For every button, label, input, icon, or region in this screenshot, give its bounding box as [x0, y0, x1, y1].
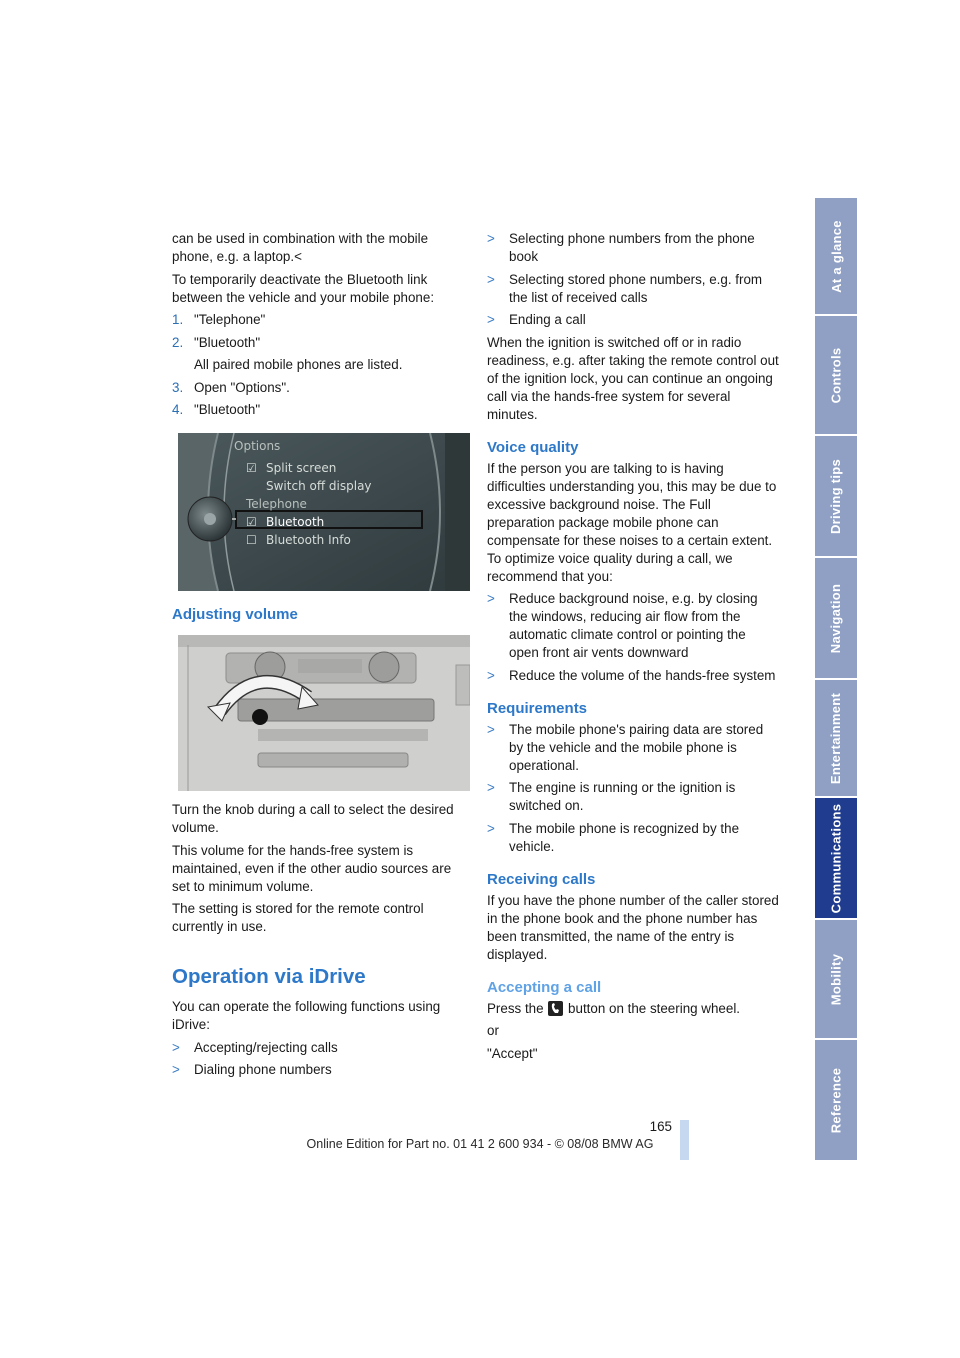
operation-intro: You can operate the following functions using iDrive: [172, 999, 441, 1032]
bullet-arrow-icon: > [487, 231, 495, 246]
bullet-arrow-icon: > [487, 780, 495, 795]
receiving-calls-heading: Receiving calls [487, 870, 596, 888]
bullet-arrow-icon: > [172, 1062, 180, 1077]
tab-at-a-glance[interactable]: At a glance [815, 198, 857, 314]
page-number: 165 [649, 1119, 672, 1134]
step-1: 1. "Telephone" [172, 312, 266, 327]
accept-menu-item: "Accept" [487, 1045, 538, 1061]
tab-communications[interactable]: Communications [815, 798, 857, 918]
tab-mobility[interactable]: Mobility [815, 920, 857, 1038]
list-item: > The mobile phone is recognized by the vehicle. [487, 820, 740, 854]
left-column [172, 230, 464, 1084]
list-item: > Ending a call [487, 312, 586, 327]
requirements-heading: Requirements [487, 699, 588, 717]
tab-controls[interactable]: Controls [815, 316, 857, 434]
options-item-telephone: Telephone [246, 497, 307, 511]
volume-paragraph-3: The setting is stored for the remote control currently in use. [172, 901, 424, 934]
idrive-options-screen-image [178, 433, 470, 591]
tab-driving-tips[interactable]: Driving tips [815, 436, 857, 556]
or-text: or [487, 1023, 499, 1038]
bullet-arrow-icon: > [487, 820, 495, 836]
options-item-bluetooth-info: Bluetooth Info [266, 533, 351, 547]
options-screen-title: Options [234, 439, 281, 453]
step-2-note: All paired mobile phones are listed. [194, 357, 403, 372]
right-column [487, 230, 779, 1067]
accepting-call-heading: Accepting a call [487, 978, 602, 996]
step-3: 3. Open "Options". [172, 379, 290, 395]
bullet-arrow-icon: > [487, 667, 495, 683]
list-item: > Reduce the volume of the hands-free system [487, 667, 776, 683]
voice-quality-heading: Voice quality [487, 438, 579, 456]
deactivate-paragraph: To temporarily deactivate the Bluetooth link between the vehicle and your mobile phone: [172, 271, 435, 305]
step-4: 4. "Bluetooth" [172, 402, 261, 417]
tab-entertainment[interactable]: Entertainment [815, 680, 857, 796]
phone-button-icon [548, 1001, 563, 1016]
checkmark-icon: ☑ [246, 461, 257, 475]
list-item: > Selecting stored phone numbers, e.g. from the list of received calls [487, 271, 763, 305]
bullet-arrow-icon: > [487, 591, 495, 606]
list-item: > Accepting/rejecting calls [172, 1039, 338, 1055]
list-item: > Reduce background noise, e.g. by closing the windows, reducing air flow from the automatic climate control or pointing the open front air vents downward [487, 591, 758, 660]
tab-navigation[interactable]: Navigation [815, 558, 857, 678]
bullet-arrow-icon: > [172, 1039, 180, 1055]
volume-paragraph-1: Turn the knob during a call to select the desired volume. [172, 802, 454, 835]
adjusting-volume-heading: Adjusting volume [172, 606, 298, 623]
volume-knob-image [178, 635, 470, 791]
tab-reference[interactable]: Reference [815, 1040, 857, 1160]
voice-quality-paragraph: If the person you are talking to is having difficulties understanding you, this may be due to excessive background noise. The Full preparation package mobile phone can compensate for these noises to a certain extent. To optimize voice quality during a call, we recommend that you: [487, 460, 777, 584]
controller-dial-graphic [178, 433, 470, 591]
options-item-split-screen: Split screen [266, 461, 337, 475]
bullet-arrow-icon: > [487, 721, 495, 737]
options-item-switch-off-display: Switch off display [266, 479, 372, 493]
bullet-arrow-icon: > [487, 312, 495, 327]
bullet-arrow-icon: > [487, 271, 495, 287]
list-item: > The mobile phone's pairing data are stored by the vehicle and the mobile phone is operational. [487, 721, 764, 773]
chapter-tabs [815, 198, 857, 1160]
volume-paragraph-2: This volume for the hands-free system is maintained, even if the other audio sources are set to minimum volume. [172, 842, 452, 894]
list-item: > The engine is running or the ignition is switched on. [487, 780, 736, 813]
accept-instruction: Press the button on the steering wheel. [487, 1000, 741, 1016]
options-item-bluetooth: Bluetooth [266, 515, 325, 529]
checkmark-icon: ☑ [246, 515, 257, 529]
list-item: > Selecting phone numbers from the phone book [487, 231, 755, 264]
operation-heading: Operation via iDrive [172, 965, 366, 988]
intro-paragraph: can be used in combination with the mobile phone, e.g. a laptop.< [172, 231, 429, 264]
center-console-graphic [178, 635, 470, 791]
receiving-calls-paragraph: If you have the phone number of the caller stored in the phone book and the phone number has been transmitted, the name of the entry is displayed. [487, 892, 779, 962]
ignition-paragraph: When the ignition is switched off or in radio readiness, e.g. after taking the remote control out of the ignition lock, you can continue an ongoing call via the hands-free system for several minutes. [487, 334, 779, 422]
checkbox-icon: ☐ [246, 533, 257, 547]
footer: Online Edition for Part no. 01 41 2 600 934 - © 08/08 BMW AG [306, 1137, 654, 1151]
step-2: 2. "Bluetooth" [172, 334, 261, 350]
list-item: > Dialing phone numbers [172, 1062, 332, 1077]
